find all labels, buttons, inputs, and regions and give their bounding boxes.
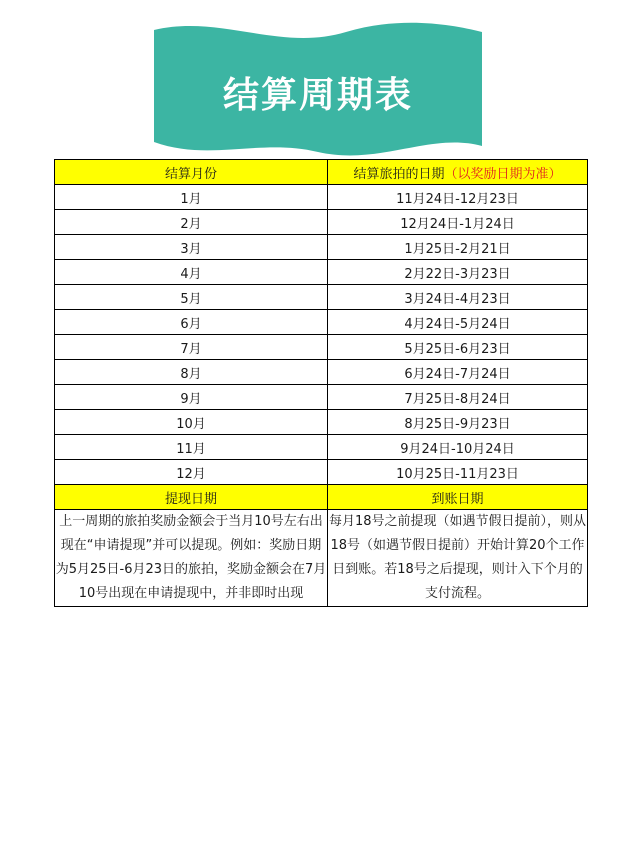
month-cell: 12月 (55, 460, 328, 485)
table-row (55, 310, 588, 335)
date-range-cell: 8月25日-9月23日 (328, 410, 588, 435)
date-range-cell: 11月24日-12月23日 (328, 185, 588, 210)
settlement-cycle-table (54, 159, 588, 607)
date-range-cell: 12月24日-1月24日 (328, 210, 588, 235)
table-row (55, 185, 588, 210)
date-range-cell: 1月25日-2月21日 (328, 235, 588, 260)
table-row (55, 285, 588, 310)
title-banner (150, 18, 486, 160)
table-row (55, 210, 588, 235)
header-trip-date (328, 160, 588, 185)
table-row (55, 335, 588, 360)
month-cell: 8月 (55, 360, 328, 385)
header-trip-date-label: 结算旅拍的日期 (353, 166, 445, 182)
table-row (55, 410, 588, 435)
table-row (55, 460, 588, 485)
table-row (55, 360, 588, 385)
date-range-cell: 10月25日-11月23日 (328, 460, 588, 485)
date-range-cell: 4月24日-5月24日 (328, 310, 588, 335)
date-range-cell: 9月24日-10月24日 (328, 435, 588, 460)
date-range-cell: 3月24日-4月23日 (328, 285, 588, 310)
date-range-cell: 5月25日-6月23日 (328, 335, 588, 360)
month-cell: 7月 (55, 335, 328, 360)
month-cell: 2月 (55, 210, 328, 235)
month-cell: 10月 (55, 410, 328, 435)
month-cell: 4月 (55, 260, 328, 285)
table-row (55, 260, 588, 285)
date-range-cell: 6月24日-7月24日 (328, 360, 588, 385)
month-cell: 11月 (55, 435, 328, 460)
withdraw-description: 上一周期的旅拍奖励金额会于当月10号左右出现在“申请提现”并可以提现。例如：奖励日期为5月25日-6月23日的旅拍，奖励金额会在7月10号出现在申请提现中，并非即时出现 (55, 510, 328, 607)
description-row (55, 510, 588, 607)
header-trip-date-note: （以奖励日期为准） (444, 166, 562, 182)
page-title: 结算周期表 (222, 74, 413, 116)
arrival-description: 每月18号之前提现（如遇节假日提前），则从18号（如遇节假日提前）开始计算20个工作日到账。若18号之后提现，则计入下个月的支付流程。 (328, 510, 588, 607)
table-header-row (55, 160, 588, 185)
section-header-row (55, 485, 588, 510)
date-range-cell: 2月22日-3月23日 (328, 260, 588, 285)
month-cell: 5月 (55, 285, 328, 310)
month-cell: 9月 (55, 385, 328, 410)
month-cell: 1月 (55, 185, 328, 210)
table-row (55, 385, 588, 410)
month-cell: 3月 (55, 235, 328, 260)
month-cell: 6月 (55, 310, 328, 335)
header-arrival-date: 到账日期 (328, 485, 588, 510)
header-withdraw-date: 提现日期 (55, 485, 328, 510)
date-range-cell: 7月25日-8月24日 (328, 385, 588, 410)
header-settlement-month: 结算月份 (55, 160, 328, 185)
table-row (55, 235, 588, 260)
table-row (55, 435, 588, 460)
